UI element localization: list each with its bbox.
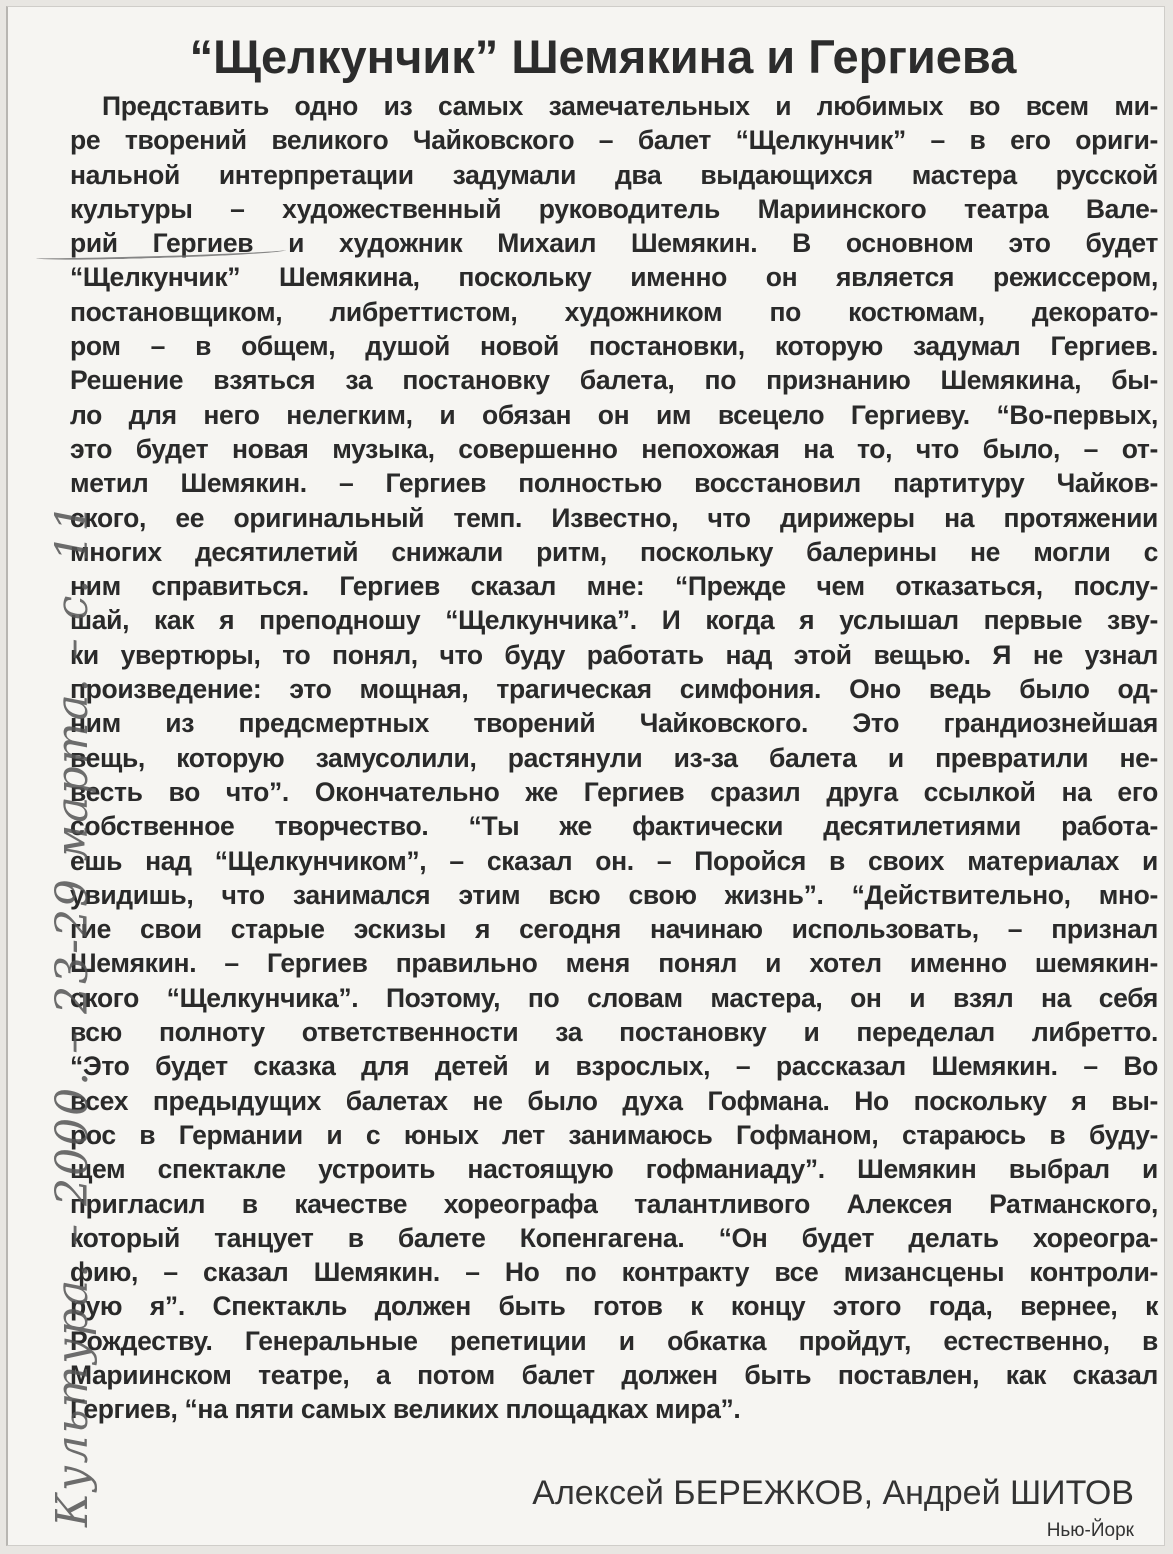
article-line: ешь над “Щелкунчиком”, – сказал он. – Поройся в своих материалах и bbox=[70, 845, 1158, 876]
article-line: ки увертюры, то понял, что буду работать над этой вещью. Я не узнал bbox=[70, 639, 1158, 670]
article-line: Шемякин. – Гергиев правильно меня понял и хотел именно шемякин- bbox=[70, 948, 1158, 979]
article-line: нальной интерпретации задумали два выдающихся мастера русской bbox=[70, 159, 1158, 190]
article-title: “Щелкунчик” Шемякина и Гергиева bbox=[189, 30, 1017, 83]
article-line: всех предыдущих балетах не было духа Гофмана. Но поскольку я вы- bbox=[70, 1085, 1158, 1116]
article-line: многих десятилетий снижали ритм, поскольку балерины не могли с bbox=[70, 536, 1158, 567]
article-line: который танцует в балете Копенгагена. “Он будет делать хореогра- bbox=[70, 1222, 1158, 1253]
article-body bbox=[70, 89, 1158, 1427]
article-dateline: Нью-Йорк bbox=[1046, 1520, 1134, 1541]
article-line: увидишь, что занимался этим всю свою жизнь”. “Действительно, мно- bbox=[70, 879, 1158, 910]
article-line: ского “Щелкунчика”. Поэтому, по словам мастера, он и взял на себя bbox=[70, 982, 1158, 1013]
article-line: вещь, которую замусолили, растянули из-за балета и превратили не- bbox=[70, 742, 1158, 773]
article-line: культуры – художественный руководитель Мариинского театра Вале- bbox=[70, 193, 1158, 224]
article-line: Представить одно из самых замечательных и любимых во всем ми- bbox=[102, 91, 1158, 121]
article-line: фию, – сказал Шемякин. – Но по контракту все мизансцены контроли- bbox=[70, 1257, 1158, 1288]
article-line: произведение: это мощная, трагическая симфония. Оно ведь было од- bbox=[70, 674, 1158, 705]
article-line: всю полноту ответственности за постановку и переделал либретто. bbox=[70, 1017, 1158, 1048]
article-line: Мариинском театре, а потом балет должен быть поставлен, как сказал bbox=[70, 1359, 1158, 1390]
newspaper-clipping bbox=[6, 6, 1165, 1546]
article-line: пригласил в качестве хореографа талантливого Алексея Ратманского, bbox=[70, 1188, 1158, 1219]
article-line: метил Шемякин. – Гергиев полностью восстановил партитуру Чайков- bbox=[70, 468, 1158, 499]
handwritten-source-note: Культура. – 2000. – 23-29 марта. – с. 11 bbox=[47, 501, 98, 1527]
article-line: собственное творчество. “Ты же фактически десятилетиями работа- bbox=[70, 811, 1158, 842]
article-line: гие свои старые эскизы я сегодня начинаю использовать, – признал bbox=[70, 914, 1158, 945]
article-line: ром – в общем, душой новой постановки, которую задумал Гергиев. bbox=[70, 331, 1158, 362]
article-line: Решение взяться за постановку балета, по признанию Шемякина, бы- bbox=[70, 365, 1158, 396]
article-line: ского, ее оригинальный темп. Известно, что дирижеры на протяжении bbox=[70, 502, 1158, 533]
article-line: это будет новая музыка, совершенно непохожая на то, что было, – от- bbox=[70, 433, 1158, 464]
article-line: ре творений великого Чайковского – балет “Щелкунчик” – в его ориги- bbox=[70, 125, 1158, 156]
article-line: рос в Германии и с юных лет занимаюсь Гофманом, стараюсь в буду- bbox=[70, 1119, 1158, 1150]
article-line: весть во что”. Окончательно же Гергиев сразил друга ссылкой на его bbox=[70, 776, 1158, 807]
article-line: щем спектакле устроить настоящую гофманиаду”. Шемякин выбрал и bbox=[70, 1154, 1158, 1185]
article-line: рий Гергиев и художник Михаил Шемякин. В основном это будет bbox=[70, 228, 1158, 259]
article-line: шай, как я преподношу “Щелкунчика”. И когда я услышал первые зву- bbox=[70, 605, 1158, 636]
article-line: рую я”. Спектакль должен быть готов к концу этого года, вернее, к bbox=[70, 1291, 1158, 1322]
article-line: ним из предсмертных творений Чайковского. Это грандиознейшая bbox=[70, 708, 1158, 739]
article-byline: Алексей БЕРЕЖКОВ, Андрей ШИТОВ bbox=[532, 1474, 1134, 1512]
article-line: ним справиться. Гергиев сказал мне: “Прежде чем отказаться, послу- bbox=[70, 571, 1158, 602]
article-line: “Это будет сказка для детей и взрослых, – рассказал Шемякин. – Во bbox=[70, 1051, 1158, 1082]
article-line: “Щелкунчик” Шемякина, поскольку именно он является режиссером, bbox=[70, 262, 1158, 293]
article-line: постановщиком, либреттистом, художником по костюмам, декорато- bbox=[70, 296, 1158, 327]
article-line: Рождеству. Генеральные репетиции и обкатка пройдут, естественно, в bbox=[70, 1325, 1158, 1356]
article-line: ло для него нелегким, и обязан он им всецело Гергиеву. “Во-первых, bbox=[70, 399, 1158, 430]
article-line: Гергиев, “на пяти самых великих площадках мира”. bbox=[70, 1394, 741, 1425]
